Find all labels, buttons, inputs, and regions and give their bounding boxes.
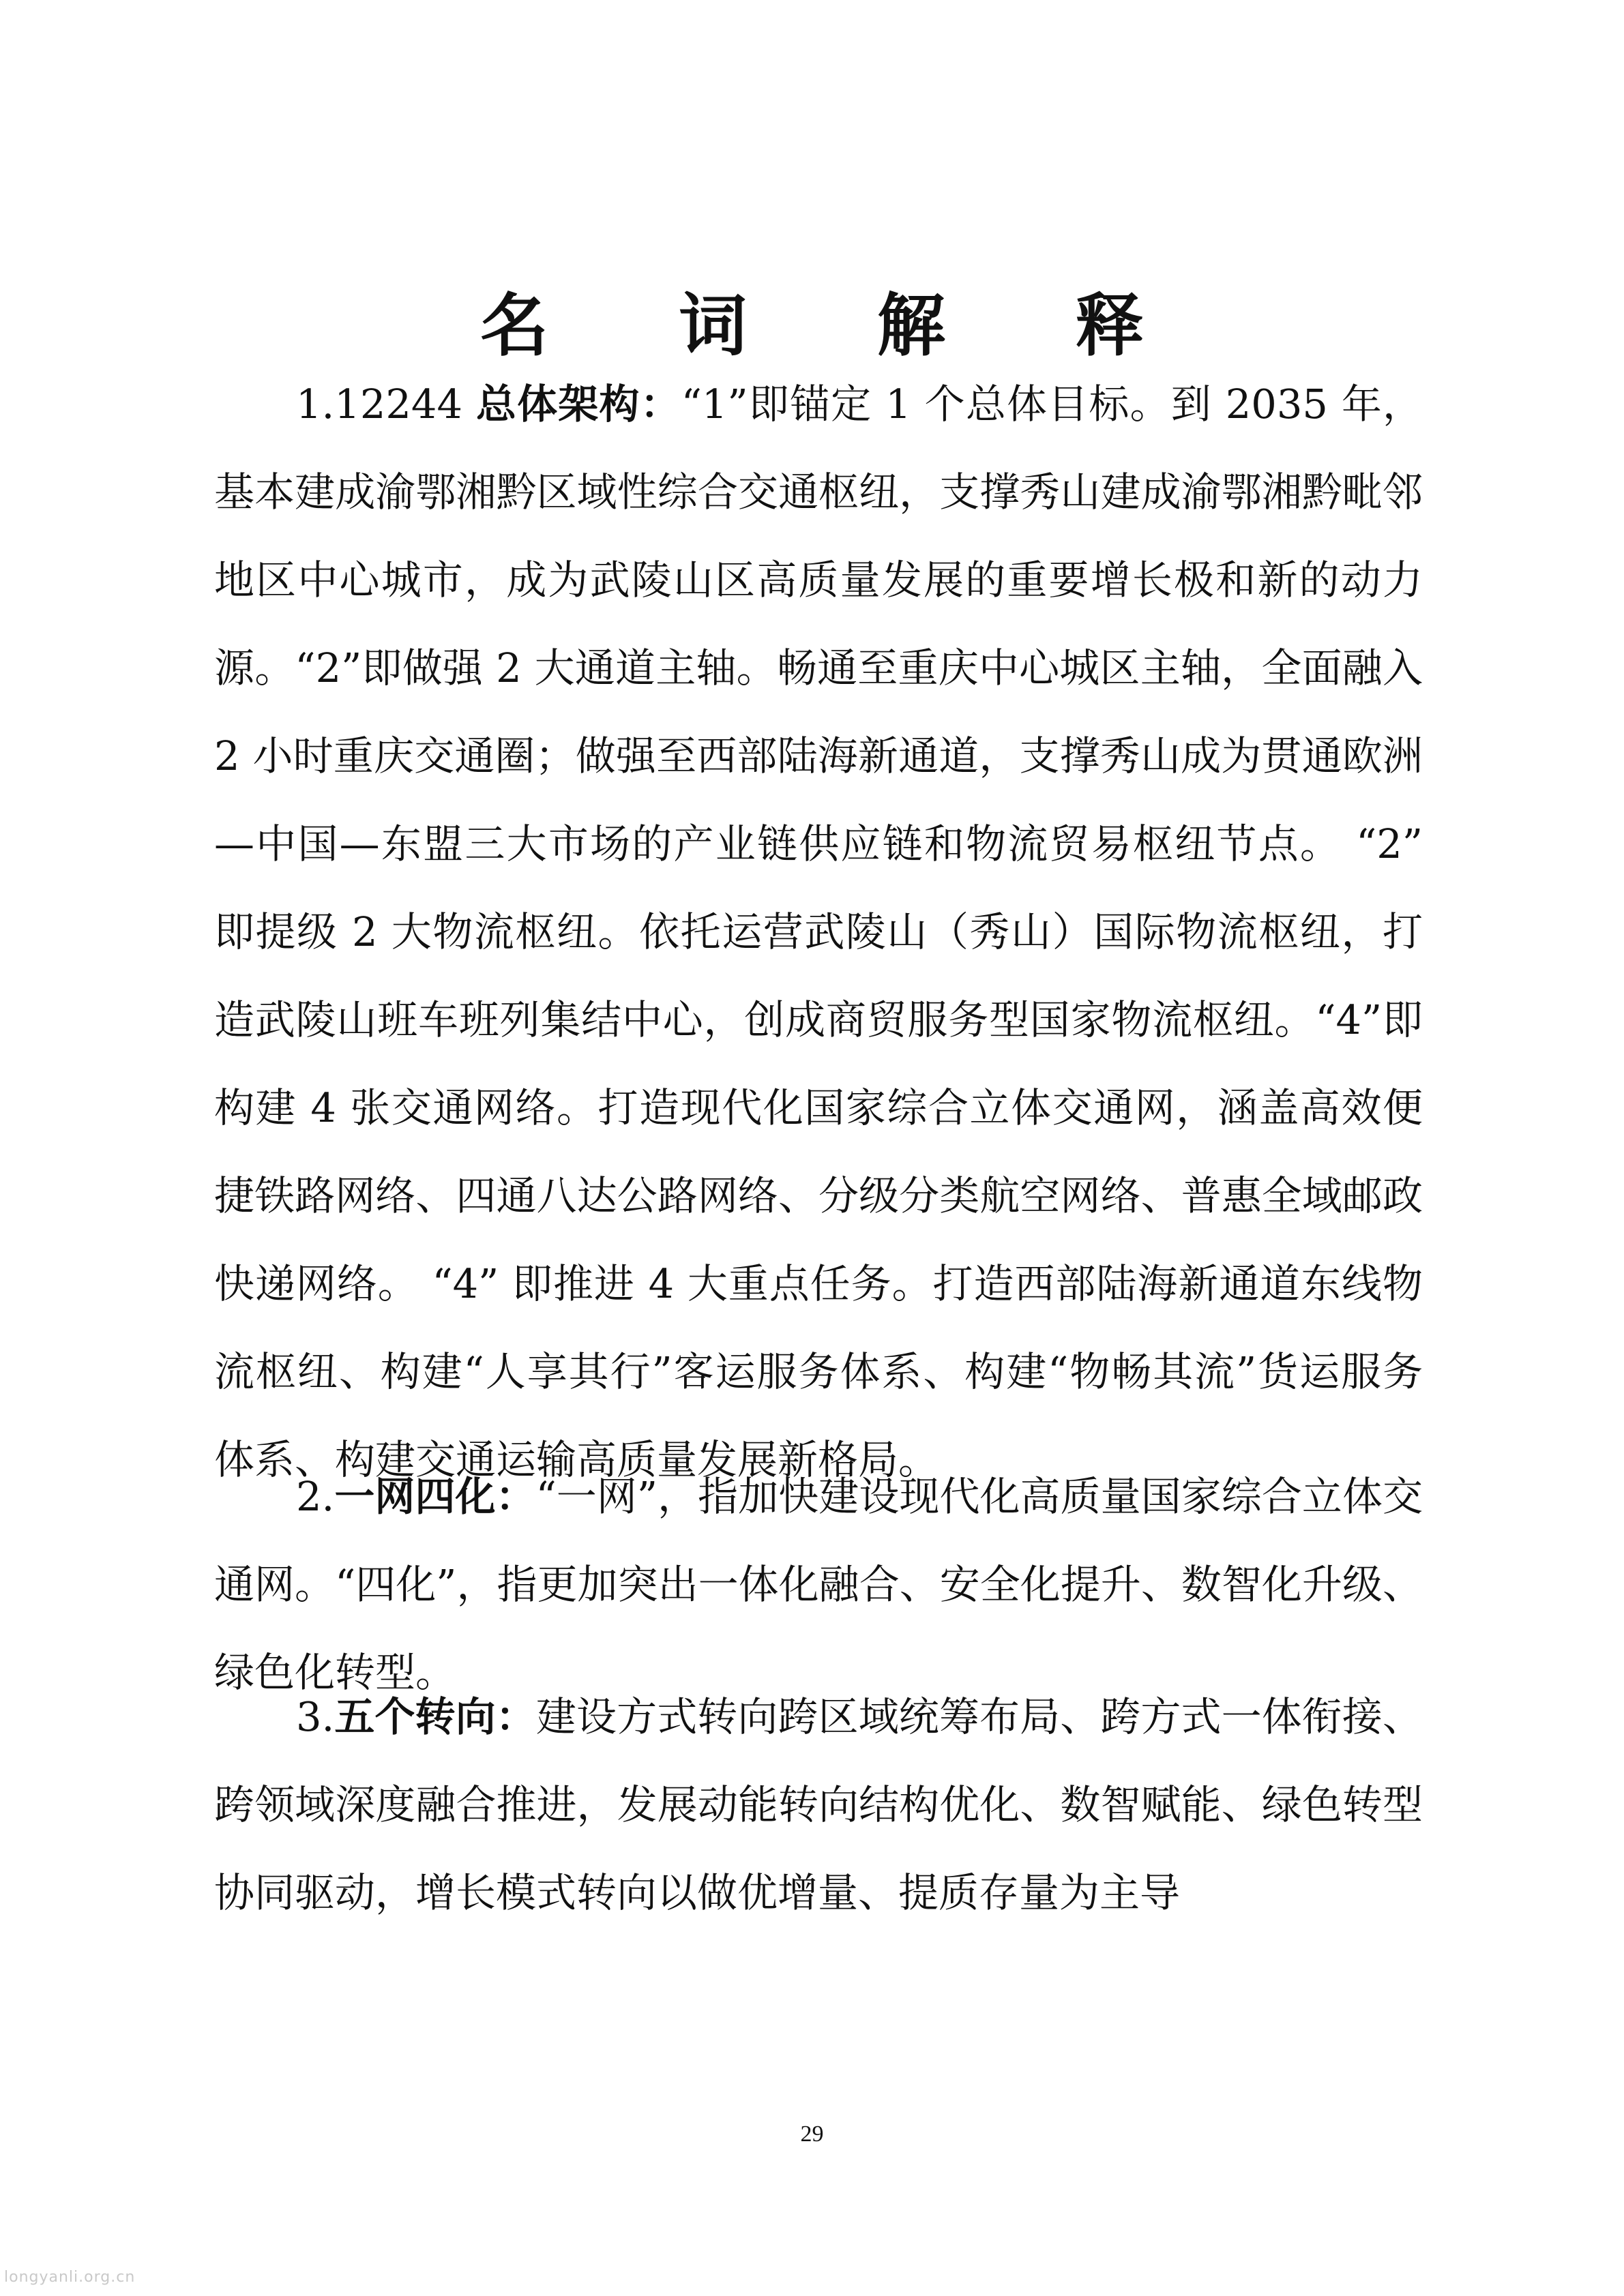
term-heading: 一网四化：	[334, 1473, 536, 1520]
definition-paragraph-3	[214, 1673, 1423, 1937]
page-title: 名 词 解 释	[480, 285, 1197, 366]
term-definition: “一网”，指加快建设现代化高质量国家综合立体交通网。“四化”，指更加突出一体化融合、安全化提升、数智化升级、绿色化转型。	[214, 1473, 1423, 1696]
term-number: 2.	[296, 1473, 335, 1520]
term-heading: 五个转向：	[334, 1693, 536, 1740]
paragraph-text	[214, 1673, 1423, 1937]
term-heading: 总体架构：	[475, 381, 681, 428]
watermark: longyanli.org.cn	[4, 2269, 136, 2286]
term-number: 3.	[296, 1693, 335, 1740]
page-number: 29	[800, 2121, 824, 2147]
definition-paragraph-1	[214, 360, 1423, 1504]
term-number: 1.12244	[296, 381, 476, 428]
term-definition: 建设方式转向跨区域统筹布局、跨方式一体衔接、跨领域深度融合推进，发展动能转向结构优化、数智赋能、绿色转型协同驱动，增长模式转向以做优增量、提质存量为主导	[214, 1693, 1423, 1916]
term-definition: “1”即锚定 1 个总体目标。到 2035 年，基本建成渝鄂湘黔区域性综合交通枢纽，支撑秀山建成渝鄂湘黔毗邻地区中心城市，成为武陵山区高质量发展的重要增长极和新的动力源。“2”即做强 2 大通道主轴。畅通至重庆中心城区主轴，全面融入 2 小时重庆交通圈；做强至西部陆海新通道，支撑秀山成为贯通欧洲—中国—东盟三大市场的产业链供应链和物流贸易枢纽节点。 “2” 即提级 2 大物流枢纽。依托运营武陵山（秀山）国际物流枢纽，打造武陵山班车班列集结中心，创成商贸服务型国家物流枢纽。“4”即构建 4 张交通网络。打造现代化国家综合立体交通网，涵盖高效便捷铁路网络、四通八达公路网络、分级分类航空网络、普惠全域邮政快递网络。 “4” 即推进 4 大重点任务。打造西部陆海新通道东线物流枢纽、构建“人享其行”客运服务体系、构建“物畅其流”货运服务体系、构建交通运输高质量发展新格局。	[214, 381, 1423, 1483]
paragraph-text	[214, 360, 1423, 1504]
